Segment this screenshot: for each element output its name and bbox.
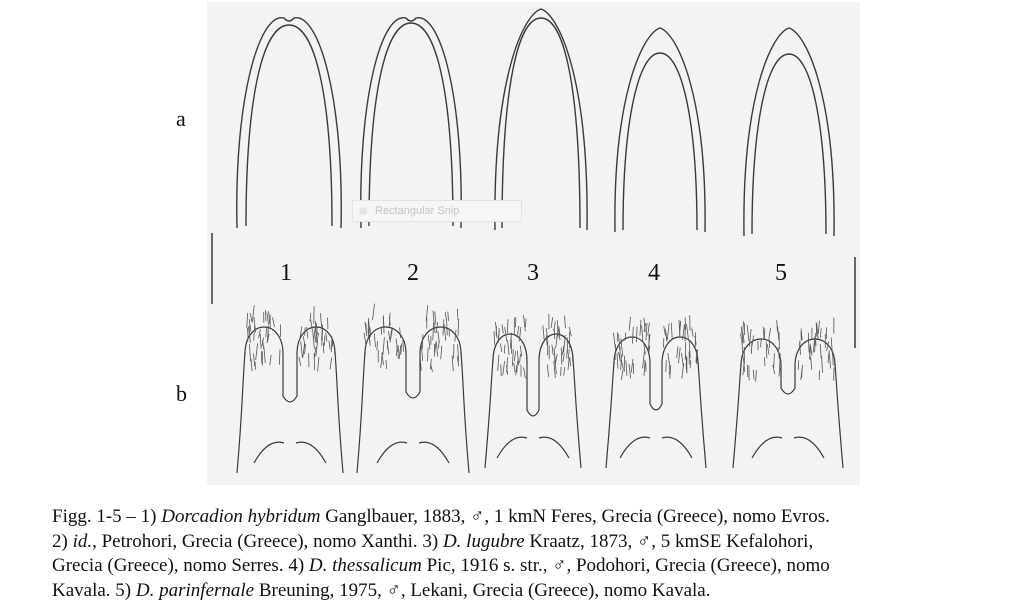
- setae: [247, 305, 333, 371]
- seta: [403, 340, 404, 351]
- seta: [264, 347, 265, 363]
- seta: [564, 367, 565, 375]
- seta: [330, 358, 332, 370]
- seta: [763, 327, 764, 340]
- seta: [377, 341, 378, 350]
- paramere-left-side: [485, 359, 493, 468]
- seta: [299, 357, 301, 366]
- paramere-2: [357, 304, 469, 473]
- seta: [329, 341, 330, 350]
- seta: [743, 321, 744, 333]
- seta: [374, 333, 375, 347]
- seta: [667, 324, 669, 340]
- seta: [764, 357, 765, 366]
- seta: [279, 349, 280, 364]
- paramere-3: [485, 314, 581, 468]
- caption-text: , Petrohori, Grecia (Greece), nomo Xanthi. 3): [92, 530, 443, 552]
- seta: [822, 356, 823, 373]
- seta: [642, 325, 643, 343]
- seta: [422, 334, 423, 349]
- seta: [800, 342, 801, 355]
- seta: [255, 362, 256, 370]
- seta: [629, 317, 630, 331]
- seta: [508, 340, 510, 355]
- seta: [303, 344, 305, 358]
- seta: [617, 353, 618, 368]
- seta: [568, 358, 569, 370]
- seta: [817, 327, 818, 339]
- seta: [818, 321, 819, 334]
- outline-outer: [237, 18, 341, 228]
- outline-inner: [502, 18, 580, 228]
- seta: [511, 338, 512, 354]
- species-name: D. lugubre: [442, 530, 525, 552]
- seta: [254, 353, 255, 366]
- seta: [498, 355, 499, 371]
- caption-text: Ganglbauer, 1883, ♂, 1 kmN Feres, Grecia (Greece), nomo Evros.: [320, 506, 830, 527]
- seta: [565, 316, 566, 329]
- seta: [561, 347, 562, 364]
- snip-icon: [359, 207, 367, 215]
- specimen-number-3: 3: [527, 260, 539, 286]
- seta: [388, 331, 389, 340]
- seta: [632, 327, 633, 344]
- seta: [267, 313, 269, 325]
- seta: [504, 345, 505, 354]
- tooltip-label: Rectangular Snip: [375, 205, 460, 217]
- setae: [740, 318, 834, 382]
- central-cleft: [781, 366, 795, 394]
- seta: [561, 367, 562, 376]
- seta: [677, 346, 678, 358]
- seta: [636, 327, 637, 343]
- seta: [568, 349, 569, 358]
- central-cleft: [283, 354, 297, 402]
- seta: [503, 361, 505, 375]
- seta: [666, 360, 667, 372]
- rectangular-snip-tooltip[interactable]: [352, 200, 522, 222]
- seta: [500, 343, 502, 352]
- seta: [447, 319, 448, 335]
- seta: [518, 326, 519, 335]
- seta: [383, 317, 384, 333]
- seta: [526, 318, 527, 327]
- seta: [247, 313, 248, 328]
- seta: [670, 365, 671, 379]
- seta: [273, 318, 275, 328]
- seta: [256, 343, 258, 360]
- species-name: D. thessalicum: [308, 555, 422, 576]
- paramere-5: [733, 318, 843, 469]
- seta: [621, 360, 623, 369]
- aedeagus-outline-4: [615, 28, 705, 232]
- outline-inner: [369, 23, 453, 226]
- seta: [777, 320, 778, 332]
- species-name: D. parinfernale: [135, 579, 255, 601]
- seta: [749, 329, 751, 346]
- seta: [643, 351, 645, 368]
- aedeagus-outline-2: [361, 18, 462, 228]
- seta: [761, 339, 762, 348]
- basal-arc-left: [377, 442, 407, 463]
- seta: [692, 328, 693, 337]
- species-name: id.: [72, 530, 93, 552]
- seta: [820, 344, 821, 358]
- caption-text: Figg. 1-5 – 1): [52, 506, 162, 527]
- seta: [438, 331, 439, 343]
- figure-caption: [52, 505, 992, 603]
- seta: [679, 348, 681, 364]
- seta: [265, 310, 266, 321]
- scale-bars: [212, 233, 855, 348]
- seta: [311, 320, 313, 332]
- seta: [547, 365, 548, 377]
- caption-line-1: [52, 505, 992, 530]
- seta: [441, 346, 442, 360]
- seta: [645, 360, 646, 370]
- seta: [767, 344, 769, 355]
- seta: [373, 304, 375, 321]
- basal-arc-right: [794, 437, 824, 458]
- paramere-4: [606, 315, 706, 468]
- seta: [270, 355, 271, 365]
- seta: [364, 333, 366, 346]
- central-cleft: [650, 364, 662, 410]
- seta: [685, 317, 686, 330]
- seta: [524, 315, 526, 331]
- seta: [811, 358, 812, 370]
- seta: [444, 324, 446, 340]
- seta: [516, 366, 517, 376]
- seta: [435, 312, 436, 325]
- seta: [433, 323, 434, 340]
- species-name: Dorcadion hybridum: [161, 506, 321, 527]
- basal-arc-right: [419, 442, 449, 463]
- paramere-left-side: [357, 352, 365, 473]
- aedeagus-outline-1: [237, 18, 341, 228]
- seta: [778, 326, 779, 340]
- seta: [458, 319, 459, 336]
- aedeagus-outline-3: [495, 9, 587, 230]
- seta: [383, 337, 385, 355]
- seta: [613, 333, 615, 348]
- row-label-a: a: [176, 106, 186, 131]
- caption-line-3: [52, 554, 992, 579]
- seta: [621, 355, 622, 371]
- seta: [326, 333, 327, 342]
- seta: [774, 353, 775, 367]
- specimen-number-2: 2: [407, 260, 419, 286]
- seta: [747, 325, 749, 341]
- seta: [436, 341, 438, 357]
- seta: [452, 356, 453, 372]
- specimen-number-4: 4: [648, 260, 660, 286]
- paramere-left-side: [733, 364, 741, 468]
- paramere-left-side: [237, 352, 245, 473]
- seta: [766, 342, 767, 359]
- caption-text: Breuning, 1975, ♂, Lekani, Grecia (Greece), nomo Kavala.: [254, 579, 711, 601]
- outline-inner: [623, 53, 697, 230]
- seta: [254, 326, 255, 341]
- seta: [457, 309, 458, 320]
- seta: [400, 327, 401, 338]
- seta: [798, 360, 799, 369]
- seta: [543, 326, 545, 341]
- row-label-b: b: [176, 381, 187, 406]
- seta: [323, 343, 324, 354]
- row-a-aedeagus-outlines: [237, 9, 834, 236]
- central-cleft: [406, 354, 420, 398]
- seta: [666, 332, 667, 341]
- specimen-number-5: 5: [775, 260, 787, 286]
- seta: [648, 323, 650, 336]
- seta: [820, 328, 821, 337]
- setae: [613, 315, 697, 380]
- paramere-right-side: [698, 362, 706, 468]
- seta: [502, 324, 503, 333]
- seta: [514, 351, 515, 361]
- basal-arc-left: [620, 437, 650, 458]
- seta: [756, 370, 757, 382]
- seta: [682, 353, 684, 367]
- paramere-1: [237, 305, 343, 473]
- seta: [401, 343, 402, 355]
- seta: [690, 360, 691, 368]
- seta: [260, 334, 261, 349]
- seta: [769, 328, 771, 337]
- caption-text: Grecia (Greece), nomo Serres. 4): [52, 555, 309, 576]
- caption-line-2: [52, 530, 992, 555]
- seta: [801, 365, 803, 380]
- seta: [320, 313, 321, 328]
- seta: [828, 350, 829, 363]
- seta: [551, 317, 553, 328]
- seta: [445, 312, 446, 320]
- seta: [428, 335, 430, 349]
- seta: [301, 341, 303, 358]
- caption-line-4: [52, 579, 992, 604]
- seta: [331, 336, 332, 352]
- seta: [831, 338, 832, 356]
- row-b-parameres: [237, 304, 843, 473]
- seta: [619, 334, 620, 350]
- basal-arc-left: [254, 442, 284, 463]
- seta: [671, 323, 672, 340]
- seta: [640, 320, 641, 336]
- seta: [399, 345, 401, 359]
- seta: [448, 312, 449, 321]
- seta: [621, 370, 623, 380]
- seta: [524, 368, 526, 379]
- caption-text: Kraatz, 1873, ♂, 5 kmSE Kefalohori,: [524, 530, 814, 552]
- aedeagus-outline-5: [744, 28, 834, 236]
- outline-outer: [361, 18, 462, 228]
- paramere-right-side: [461, 352, 469, 473]
- paramere-right-side: [835, 364, 843, 468]
- seta: [686, 324, 688, 339]
- caption-text: 2): [52, 530, 73, 552]
- seta: [512, 349, 513, 366]
- seta: [494, 331, 495, 345]
- outline-inner: [752, 54, 826, 234]
- seta: [269, 311, 270, 324]
- seta: [626, 360, 627, 376]
- paramere-left-side: [606, 362, 614, 468]
- seta: [769, 337, 770, 349]
- caption-text: Kavala. 5): [52, 579, 136, 601]
- seta: [668, 353, 670, 364]
- seta: [318, 357, 319, 371]
- basal-arc-left: [497, 437, 527, 458]
- outline-outer: [495, 9, 587, 230]
- setae: [364, 304, 459, 372]
- seta: [631, 359, 633, 373]
- seta: [753, 370, 754, 380]
- seta: [552, 345, 553, 356]
- seta: [396, 346, 397, 356]
- basal-arc-right: [539, 437, 569, 458]
- seta: [496, 322, 498, 338]
- specimen-number-1: 1: [280, 260, 292, 286]
- basal-arc-right: [662, 437, 692, 458]
- seta: [386, 360, 387, 369]
- seta: [520, 354, 521, 363]
- seta: [625, 333, 626, 341]
- seta: [266, 328, 267, 338]
- caption-text: Pic, 1916 s. str., ♂, Podohori, Grecia (Greece), nomo: [421, 555, 830, 576]
- seta: [389, 313, 390, 328]
- basal-arc-left: [752, 437, 782, 458]
- seta: [827, 341, 829, 351]
- seta: [443, 319, 444, 335]
- seta: [250, 344, 251, 361]
- paramere-right-side: [573, 359, 581, 468]
- seta: [250, 313, 252, 322]
- central-cleft: [527, 361, 539, 416]
- seta: [829, 353, 830, 369]
- seta: [514, 362, 515, 372]
- seta: [629, 364, 631, 379]
- basal-arc-right: [296, 442, 326, 463]
- paramere-right-side: [335, 352, 343, 473]
- seta: [570, 357, 571, 366]
- setae: [494, 314, 571, 378]
- seta: [646, 323, 647, 340]
- seta: [324, 335, 325, 345]
- seta: [507, 319, 508, 333]
- seta: [251, 359, 252, 372]
- outline-inner: [246, 25, 332, 226]
